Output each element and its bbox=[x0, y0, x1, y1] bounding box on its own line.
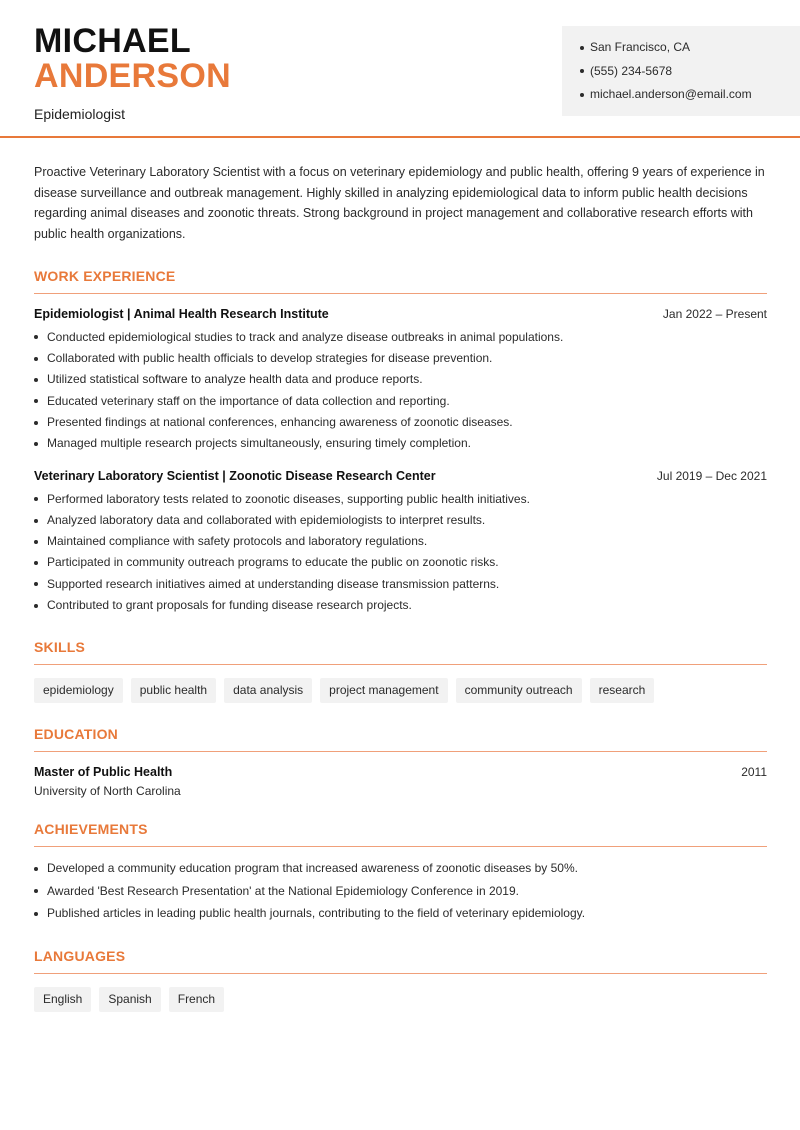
language-tag: English bbox=[34, 987, 91, 1012]
job-header bbox=[34, 469, 767, 483]
resume-header bbox=[0, 0, 800, 138]
bullet-icon bbox=[34, 561, 38, 565]
education-header bbox=[34, 765, 767, 779]
list-item bbox=[34, 552, 767, 573]
last-name: ANDERSON bbox=[34, 57, 231, 95]
bullet-icon bbox=[34, 912, 38, 916]
job-bullets bbox=[34, 489, 767, 617]
graduation-year: 2011 bbox=[741, 765, 767, 780]
section-title-achievements: ACHIEVEMENTS bbox=[34, 821, 767, 847]
list-item-text: Maintained compliance with safety protocols and laboratory regulations. bbox=[47, 534, 428, 549]
list-item bbox=[34, 327, 767, 348]
list-item-text: Analyzed laboratory data and collaborated with epidemiologists to interpret results. bbox=[47, 512, 486, 527]
job-bullets bbox=[34, 327, 767, 455]
contact-list bbox=[562, 26, 800, 107]
school: University of North Carolina bbox=[34, 784, 181, 799]
degree: Master of Public Health bbox=[34, 765, 173, 780]
section-title-education: EDUCATION bbox=[34, 726, 767, 752]
section-title-skills: SKILLS bbox=[34, 639, 767, 665]
contact-box bbox=[562, 26, 800, 116]
job-entry bbox=[34, 307, 767, 455]
bullet-icon bbox=[34, 867, 38, 871]
language-tags bbox=[34, 987, 767, 1012]
list-item-text: Collaborated with public health officials to develop strategies for disease prevention. bbox=[47, 351, 493, 366]
list-item-text: Performed laboratory tests related to zoonotic diseases, supporting public health initiatives. bbox=[47, 491, 530, 506]
list-item-text: Developed a community education program that increased awareness of zoonotic diseases by 50%. bbox=[47, 861, 578, 876]
achievements-section bbox=[34, 821, 767, 925]
list-item-text: Managed multiple research projects simultaneously, ensuring timely completion. bbox=[47, 436, 471, 451]
list-item-text: Published articles in leading public health journals, contributing to the field of veterinary epidemiology. bbox=[47, 906, 586, 921]
skill-tags bbox=[34, 678, 767, 703]
education-entry bbox=[34, 765, 767, 798]
list-item-text: Presented findings at national conferences, enhancing awareness of zoonotic diseases. bbox=[47, 415, 513, 429]
contact-email-text: michael.anderson@email.com bbox=[590, 87, 752, 101]
list-item bbox=[34, 857, 767, 880]
list-item bbox=[34, 412, 767, 433]
list-item bbox=[34, 369, 767, 390]
job-title: Epidemiologist bbox=[34, 106, 126, 122]
contact-phone bbox=[580, 60, 800, 84]
bullet-icon bbox=[34, 604, 38, 608]
work-experience-section bbox=[34, 268, 767, 617]
list-item bbox=[34, 595, 767, 616]
bullet-icon bbox=[580, 69, 584, 73]
skill-tag: research bbox=[590, 678, 655, 703]
list-item-text: Awarded 'Best Research Presentation' at the National Epidemiology Conference in 2019. bbox=[47, 883, 519, 898]
job-entry bbox=[34, 469, 767, 617]
bullet-icon bbox=[34, 497, 38, 501]
skill-tag: project management bbox=[320, 678, 447, 703]
bullet-icon bbox=[34, 421, 38, 425]
contact-phone-text: (555) 234-5678 bbox=[590, 63, 673, 78]
summary: Proactive Veterinary Laboratory Scientist with a focus on veterinary epidemiology and public health, offering 9 years of experience in disease surveillance and outbreak management. Highly skilled in analyzing epidemiological data to inform public health decisions regarding animal diseases and zoonotic threats. Strong background in project management and collaborative research efforts with public health organizations. bbox=[34, 165, 765, 242]
list-item bbox=[34, 880, 767, 903]
bullet-icon bbox=[34, 399, 38, 403]
list-item bbox=[34, 531, 767, 552]
bullet-icon bbox=[34, 442, 38, 446]
skill-tag: community outreach bbox=[456, 678, 582, 703]
education-section bbox=[34, 726, 767, 798]
list-item bbox=[34, 510, 767, 531]
achievement-bullets bbox=[34, 857, 767, 925]
bullet-icon bbox=[34, 378, 38, 382]
job-date: Jan 2022 – Present bbox=[662, 306, 767, 321]
list-item bbox=[34, 348, 767, 369]
resume-content bbox=[34, 162, 767, 1012]
contact-location-text: San Francisco, CA bbox=[590, 40, 691, 54]
skill-tag: public health bbox=[131, 678, 216, 703]
bullet-icon bbox=[34, 889, 38, 893]
list-item-text: Participated in community outreach programs to educate the public on zoonotic risks. bbox=[47, 555, 499, 570]
language-tag: French bbox=[169, 987, 224, 1012]
job-header bbox=[34, 307, 767, 321]
job-role: Veterinary Laboratory Scientist | Zoonotic Disease Research Center bbox=[34, 468, 436, 483]
skill-tag: epidemiology bbox=[34, 678, 123, 703]
first-name: MICHAEL bbox=[34, 22, 191, 60]
bullet-icon bbox=[34, 357, 38, 361]
section-title-languages: LANGUAGES bbox=[34, 948, 767, 974]
bullet-icon bbox=[34, 540, 38, 544]
bullet-icon bbox=[580, 93, 584, 97]
bullet-icon bbox=[580, 46, 584, 50]
list-item bbox=[34, 391, 767, 412]
job-role: Epidemiologist | Animal Health Research Institute bbox=[34, 306, 329, 321]
languages-section bbox=[34, 948, 767, 1012]
skills-section bbox=[34, 639, 767, 703]
name-block bbox=[34, 24, 231, 122]
list-item bbox=[34, 489, 767, 510]
list-item bbox=[34, 433, 767, 454]
list-item-text: Conducted epidemiological studies to track and analyze disease outbreaks in animal populations. bbox=[47, 329, 564, 344]
list-item bbox=[34, 574, 767, 595]
skill-tag: data analysis bbox=[224, 678, 312, 703]
section-title-work: WORK EXPERIENCE bbox=[34, 268, 767, 294]
bullet-icon bbox=[34, 335, 38, 339]
job-date: Jul 2019 – Dec 2021 bbox=[656, 468, 767, 483]
language-tag: Spanish bbox=[99, 987, 160, 1012]
contact-location bbox=[580, 36, 800, 60]
list-item bbox=[34, 902, 767, 925]
bullet-icon bbox=[34, 582, 38, 586]
list-item-text: Utilized statistical software to analyze health data and produce reports. bbox=[47, 372, 423, 387]
list-item-text: Contributed to grant proposals for funding disease research projects. bbox=[47, 598, 412, 613]
bullet-icon bbox=[34, 519, 38, 523]
list-item-text: Educated veterinary staff on the importance of data collection and reporting. bbox=[47, 393, 450, 408]
contact-email bbox=[580, 83, 800, 107]
list-item-text: Supported research initiatives aimed at understanding disease transmission patterns. bbox=[47, 576, 500, 591]
